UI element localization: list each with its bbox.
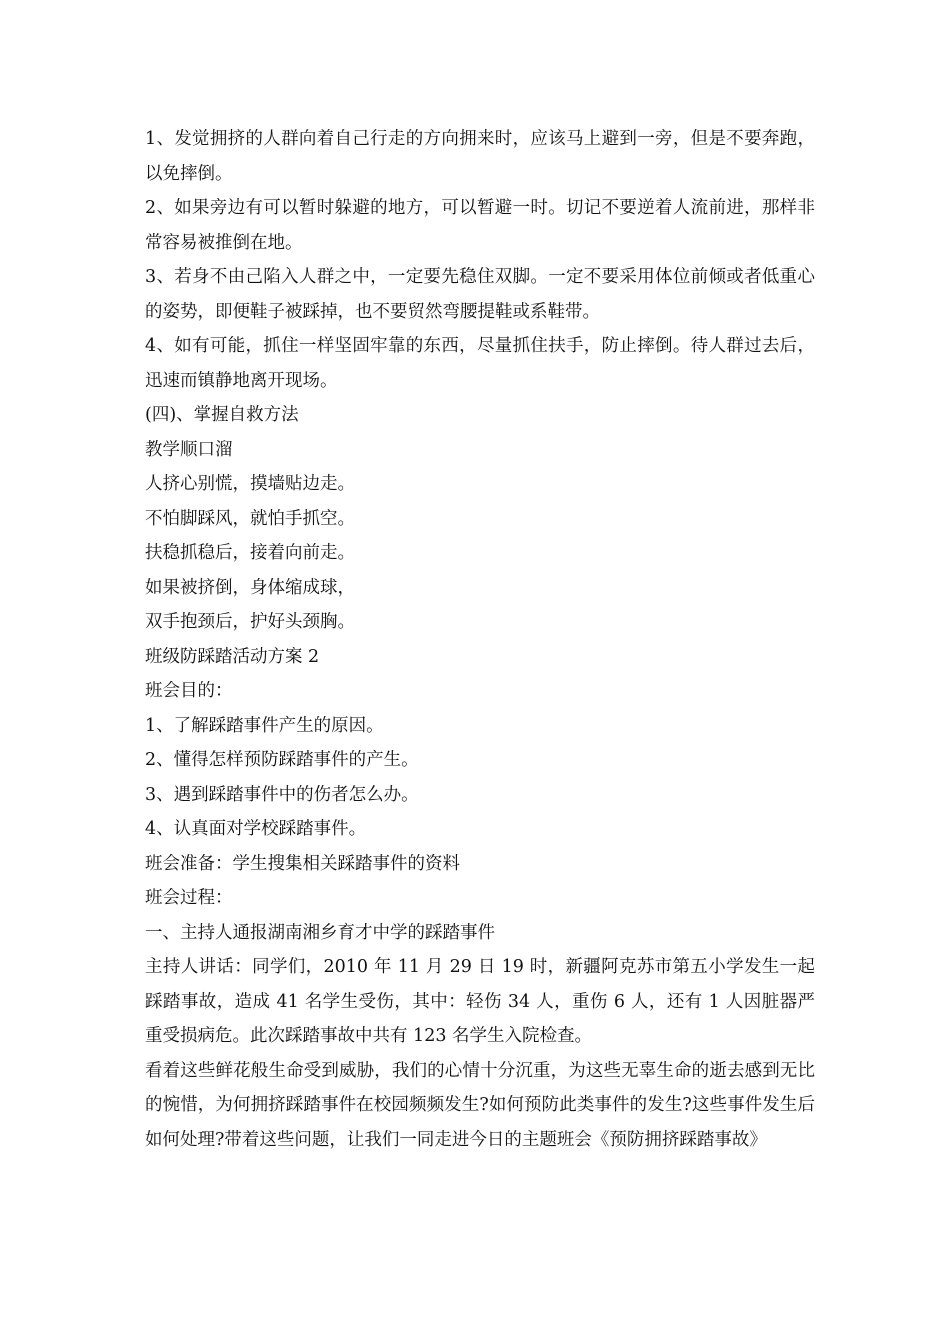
paragraph: 班会过程： — [145, 888, 233, 908]
rhyme-line: 扶稳抓稳后，接着向前走。 — [145, 543, 355, 563]
paragraph: 3、若身不由己陷入人群之中，一定要先稳住双脚。一定不要采用体位前倾或者低重心的姿势，即便鞋子被踩掉，也不要贸然弯腰提鞋或系鞋带。 — [145, 267, 815, 322]
section-heading: 一、主持人通报湖南湘乡育才中学的踩踏事件 — [145, 922, 495, 943]
list-item: 1、了解踩踏事件产生的原因。 — [145, 715, 384, 736]
list-item: 2、懂得怎样预防踩踏事件的产生。 — [145, 750, 419, 770]
paragraph: 班会准备：学生搜集相关踩踏事件的资料 — [145, 853, 460, 874]
paragraph: 班会目的： — [145, 681, 233, 701]
rhyme-line: 人挤心别慌，摸墙贴边走。 — [145, 474, 355, 494]
list-item: 3、遇到踩踏事件中的伤者怎么办。 — [145, 784, 419, 805]
document-title: 班级防踩踏活动方案 2 — [145, 646, 320, 667]
paragraph: 4、如有可能，抓住一样坚固牢靠的东西，尽量抓住扶手，防止摔倒。待人群过去后，迅速而镇静地离开现场。 — [145, 336, 815, 391]
paragraph: 1、发觉拥挤的人群向着自己行走的方向拥来时，应该马上避到一旁，但是不要奔跑，以免摔倒。 — [145, 129, 815, 184]
rhyme-line: 如果被挤倒，身体缩成球， — [145, 577, 355, 598]
paragraph: 教学顺口溜 — [145, 439, 233, 460]
paragraph: 主持人讲话：同学们，2010 年 11 月 29 日 19 时，新疆阿克苏市第五小学发生一起踩踏事故，造成 41 名学生受伤，其中：轻伤 34 人，重伤 6 人，还有 1 人因脏器严重受损病危。此次踩踏事故中共有 123 名学生入院检查。 — [145, 957, 815, 1046]
paragraph: 2、如果旁边有可以暂时躲避的地方，可以暂避一时。切记不要逆着人流前进，那样非常容易被推倒在地。 — [145, 198, 815, 253]
document-body — [145, 122, 815, 1157]
list-item: 4、认真面对学校踩踏事件。 — [145, 819, 367, 839]
rhyme-line: 不怕脚踩风，就怕手抓空。 — [145, 508, 355, 529]
section-heading: (四)、掌握自救方法 — [145, 405, 299, 425]
rhyme-line: 双手抱颈后，护好头颈胸。 — [145, 612, 355, 632]
paragraph: 看着这些鲜花般生命受到威胁，我们的心情十分沉重，为这些无辜生命的逝去感到无比的惋惜，为何拥挤踩踏事件在校园频频发生?如何预防此类事件的发生?这些事件发生后如何处理?带着这些问题，让我们一同走进今日的主题班会《预防拥挤踩踏事故》 — [145, 1060, 815, 1150]
